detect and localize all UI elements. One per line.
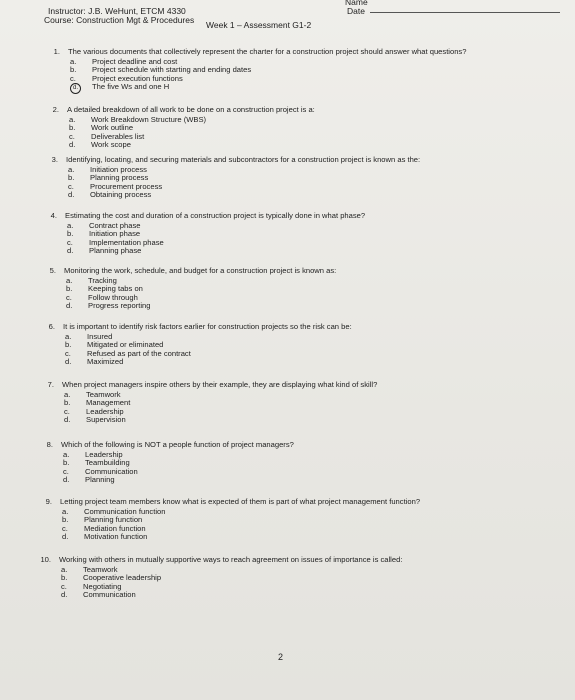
question-number: 2. [52, 105, 59, 114]
option-letter: b. [61, 573, 68, 583]
question-number: 7. [47, 380, 54, 389]
question-number: 8. [46, 440, 53, 449]
course-line: Course: Construction Mgt & Procedures [44, 15, 195, 25]
answer-option [63, 350, 543, 359]
option-text: Planning function [84, 515, 143, 525]
question-5 [49, 266, 544, 311]
option-text: Teambuilding [85, 458, 130, 468]
answer-option [67, 133, 547, 142]
option-text: Deliverables list [91, 131, 145, 141]
option-text: Tracking [88, 275, 117, 285]
answer-options [63, 333, 543, 367]
question-3 [51, 155, 546, 200]
name-label: Name [345, 0, 368, 7]
option-letter: a. [65, 331, 72, 341]
option-letter: c. [66, 292, 72, 302]
option-text: Planning process [90, 173, 149, 183]
option-text: Mediation function [84, 523, 146, 533]
option-letter: d. [62, 532, 69, 542]
question-number: 9. [45, 497, 52, 506]
option-letter: d. [65, 357, 72, 367]
assessment-title: Week 1 – Assessment G1-2 [206, 20, 312, 30]
question-text: Identifying, locating, and securing materials and subcontractors for a construction project is known as the: [66, 155, 421, 164]
answer-options [67, 116, 547, 150]
option-letter: b. [67, 229, 74, 239]
option-letter: c. [64, 406, 70, 416]
option-letter: c. [63, 466, 69, 476]
option-letter: a. [61, 564, 68, 574]
option-letter: d. [63, 475, 70, 485]
option-letter: b. [68, 173, 75, 183]
option-text: Follow through [88, 292, 138, 302]
option-text: Obtaining process [90, 190, 152, 200]
answer-option [65, 247, 545, 256]
question-text: Letting project team members know what is expected of them is part of what project management function? [60, 497, 421, 506]
option-text: Motivation function [84, 532, 148, 542]
option-letter: d. [68, 190, 75, 200]
option-letter: d. [61, 590, 68, 600]
option-text: Teamwork [86, 389, 121, 399]
option-text: Supervision [86, 415, 126, 425]
answer-option [66, 191, 546, 200]
option-letter: c. [70, 73, 76, 83]
question-6 [48, 322, 543, 367]
option-text: Refused as part of the contract [87, 348, 191, 358]
answer-option [67, 116, 547, 125]
question-2 [52, 105, 547, 150]
answer-options [66, 166, 546, 200]
question-number: 5. [49, 266, 56, 275]
option-letter: b. [65, 340, 72, 350]
option-text: Mitigated or eliminated [87, 340, 164, 350]
answer-option [64, 302, 544, 311]
question-text: A detailed breakdown of all work to be done on a construction project is a: [67, 105, 315, 114]
question-text: Working with others in mutually supportive ways to reach agreement on issues of importance is called: [59, 555, 403, 564]
option-letter [68, 83, 92, 94]
answer-option [59, 574, 539, 583]
question-number: 10. [40, 555, 51, 564]
answer-options [68, 58, 548, 95]
option-letter: d. [67, 246, 74, 256]
option-letter: c. [68, 181, 74, 191]
option-letter: b. [64, 398, 71, 408]
question-text: When project managers inspire others by their example, they are displaying what kind of skill? [62, 380, 378, 389]
option-letter: b. [69, 123, 76, 133]
option-text: Planning [85, 475, 115, 485]
option-letter: a. [68, 164, 75, 174]
option-text: Implementation phase [89, 237, 164, 247]
answer-options [59, 566, 539, 600]
option-letter: d. [69, 140, 76, 150]
date-line [370, 12, 560, 13]
instructor-line: Instructor: J.B. WeHunt, ETCM 4330 [48, 6, 186, 16]
option-text: Negotiating [83, 581, 122, 591]
option-letter: c. [69, 131, 75, 141]
question-8 [46, 440, 541, 485]
option-text: Work Breakdown Structure (WBS) [91, 114, 207, 124]
date-label: Date [347, 6, 365, 16]
option-text: Leadership [85, 449, 123, 459]
answer-option [62, 408, 542, 417]
answer-option [62, 399, 542, 408]
option-text: Project deadline and cost [92, 56, 178, 66]
question-text: It is important to identify risk factors earlier for construction projects so the risk can be: [63, 322, 352, 331]
answer-option [61, 468, 541, 477]
option-text: Project schedule with starting and ending dates [92, 65, 252, 75]
option-letter: d. [64, 415, 71, 425]
answer-option [61, 476, 541, 485]
option-text: Work scope [91, 140, 131, 150]
question-text: The various documents that collectively represent the charter for a construction project should answer what questions? [68, 47, 467, 56]
question-text: Estimating the cost and duration of a construction project is typically done in what phase? [65, 211, 366, 220]
answer-option [62, 416, 542, 425]
question-7 [47, 380, 542, 425]
answer-option [60, 533, 540, 542]
option-letter: a. [69, 114, 76, 124]
option-text: Communication function [84, 506, 166, 516]
option-text: Teamwork [83, 564, 118, 574]
option-text: Communication [83, 590, 136, 600]
option-letter: c. [62, 523, 68, 533]
option-letter: d. [66, 301, 73, 311]
option-letter: b. [66, 284, 73, 294]
answer-option [63, 358, 543, 367]
option-text: Maximized [87, 357, 124, 367]
answer-option [67, 141, 547, 150]
option-text: Communication [85, 466, 138, 476]
question-text: Which of the following is NOT a people function of project managers? [61, 440, 294, 449]
option-letter: c. [61, 581, 67, 591]
answer-options [60, 508, 540, 542]
question-4 [50, 211, 545, 256]
answer-options [61, 451, 541, 485]
answer-option [62, 391, 542, 400]
question-text: Monitoring the work, schedule, and budget for a construction project is known as: [64, 266, 337, 275]
question-number: 3. [51, 155, 58, 164]
option-text: Insured [87, 331, 113, 341]
option-letter: a. [70, 56, 77, 66]
option-text: Progress reporting [88, 301, 151, 311]
option-text: Leadership [86, 406, 124, 416]
option-letter: b. [63, 458, 70, 468]
question-1 [53, 47, 548, 94]
option-letter: a. [67, 220, 74, 230]
answer-options [62, 391, 542, 425]
option-text: Procurement process [90, 181, 163, 191]
option-text: Keeping tabs on [88, 284, 143, 294]
option-letter: b. [70, 65, 77, 75]
option-letter: a. [64, 389, 71, 399]
question-9 [45, 497, 540, 542]
option-letter: a. [62, 506, 69, 516]
question-number: 1. [53, 47, 60, 56]
question-number: 4. [50, 211, 57, 220]
option-letter: b. [62, 515, 69, 525]
option-letter: c. [67, 237, 73, 247]
option-text: Contract phase [89, 220, 141, 230]
option-text: Project execution functions [92, 73, 183, 83]
option-text: Work outline [91, 123, 134, 133]
option-text: Cooperative leadership [83, 573, 162, 583]
question-number: 6. [48, 322, 55, 331]
option-letter: c. [65, 348, 71, 358]
option-text: Planning phase [89, 246, 142, 256]
page-number: 2 [278, 652, 284, 662]
answer-options [64, 277, 544, 311]
answer-options [65, 222, 545, 256]
option-letter: a. [66, 275, 73, 285]
option-text: Management [86, 398, 131, 408]
question-10 [40, 555, 539, 600]
option-text: Initiation process [90, 164, 147, 174]
circled-answer-mark: d. [70, 83, 81, 94]
answer-option [59, 591, 539, 600]
answer-option [68, 83, 548, 94]
option-text: Initiation phase [89, 229, 141, 239]
option-letter: a. [63, 449, 70, 459]
option-text: The five Ws and one H [92, 82, 170, 92]
answer-option [61, 451, 541, 460]
